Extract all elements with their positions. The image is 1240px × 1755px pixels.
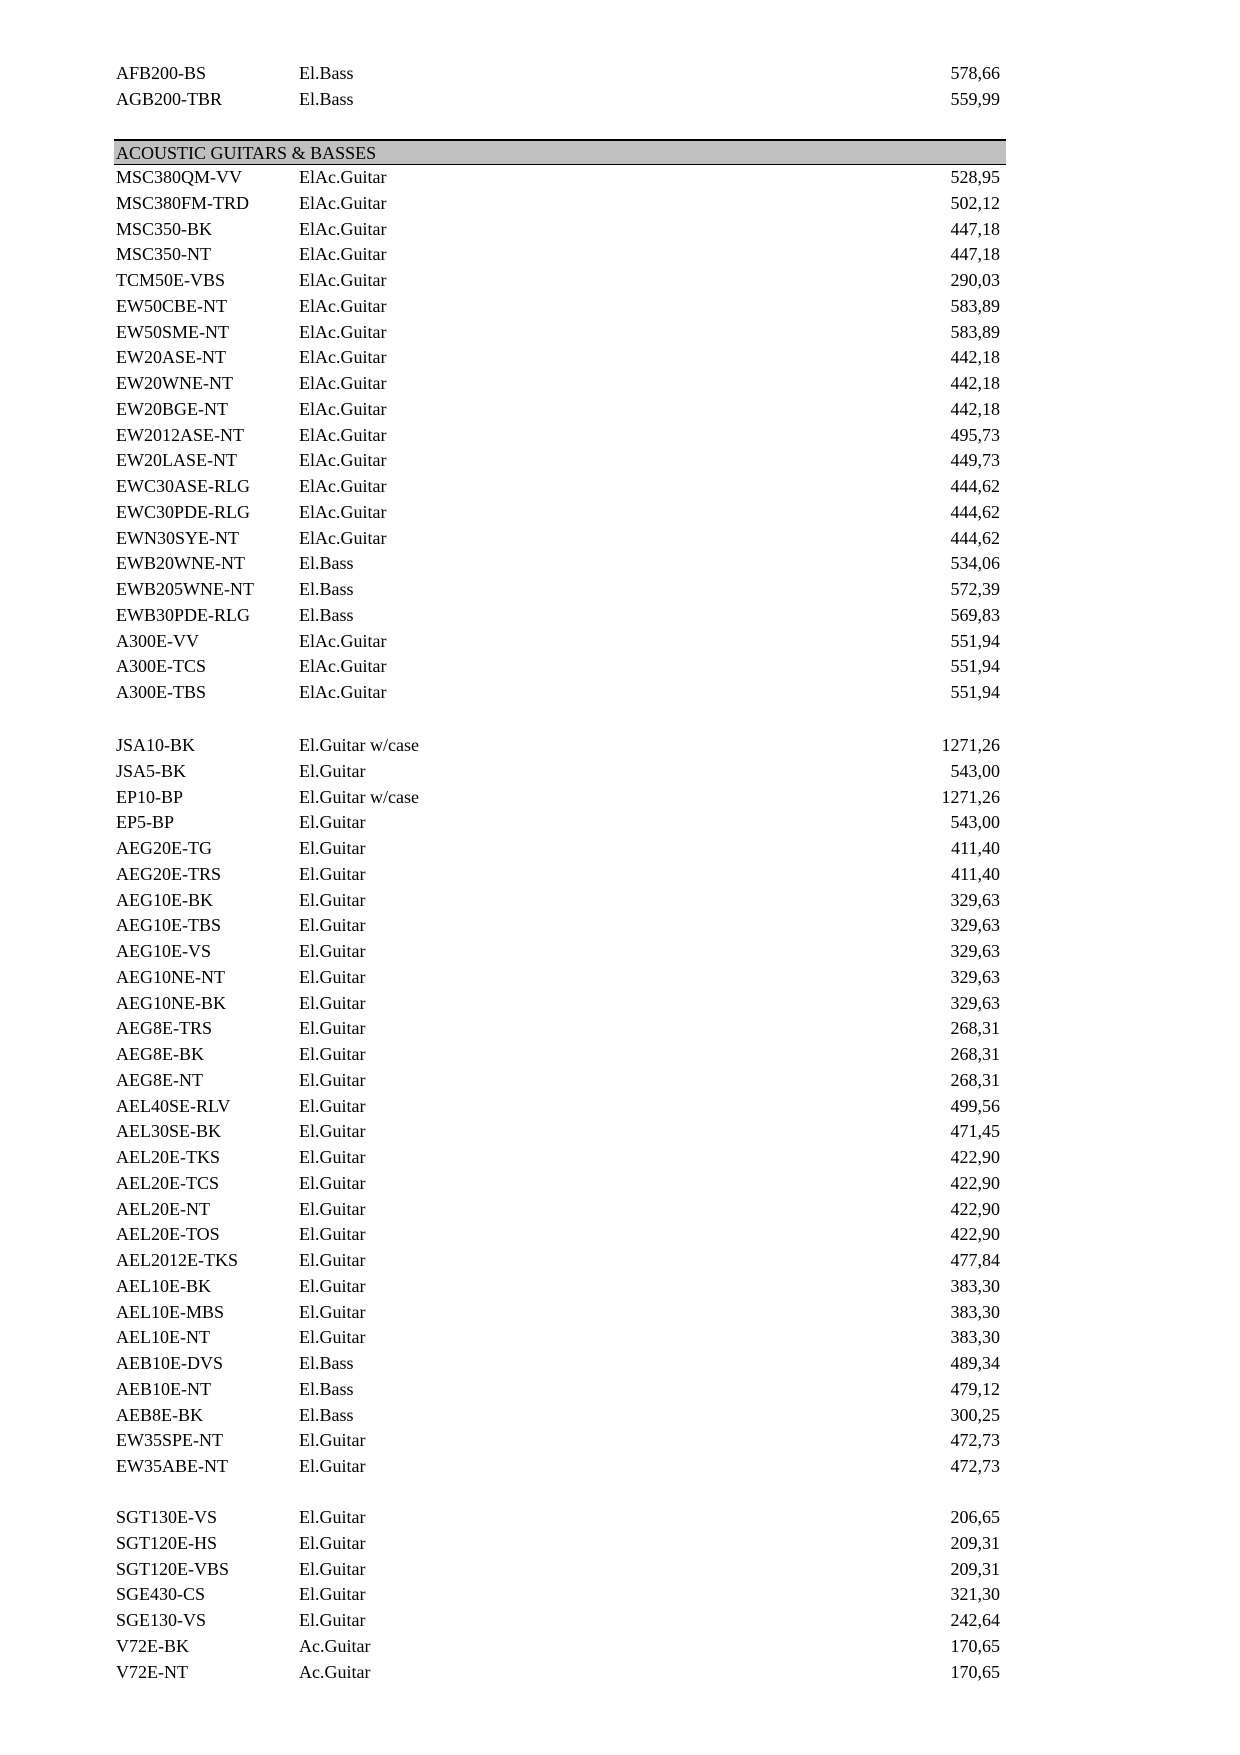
price-cell: 471,45 bbox=[950, 1121, 1000, 1142]
type-cell: El.Guitar bbox=[299, 1069, 366, 1090]
section-header-acoustic bbox=[114, 139, 1006, 165]
model-cell: AEL20E-TKS bbox=[116, 1147, 220, 1167]
price-cell: 329,63 bbox=[950, 992, 1000, 1013]
price-cell: 442,18 bbox=[950, 347, 1000, 368]
table-row bbox=[114, 888, 1006, 914]
table-row bbox=[114, 759, 1006, 785]
table-row bbox=[114, 294, 1006, 320]
model-cell: EP5-BP bbox=[116, 812, 175, 833]
type-cell: El.Guitar bbox=[299, 941, 366, 961]
table-row bbox=[114, 965, 1006, 991]
table-row bbox=[114, 1222, 1006, 1248]
type-cell: ElAc.Guitar bbox=[299, 192, 387, 213]
price-cell: 383,30 bbox=[950, 1327, 1000, 1348]
price-cell: 170,65 bbox=[950, 1661, 1000, 1682]
model-cell: AGB200-TBR bbox=[116, 88, 223, 109]
model-cell: AEB10E-NT bbox=[116, 1378, 211, 1399]
table-row bbox=[114, 1557, 1006, 1583]
price-cell: 472,73 bbox=[950, 1456, 1000, 1476]
price-cell: 442,18 bbox=[950, 398, 1000, 419]
model-cell: AEG10NE-BK bbox=[116, 992, 226, 1013]
type-cell: ElAc.Guitar bbox=[299, 347, 387, 368]
price-cell: 242,64 bbox=[950, 1610, 1000, 1630]
model-cell: EWC30ASE-RLG bbox=[116, 476, 250, 496]
price-cell: 572,39 bbox=[950, 579, 1000, 599]
type-cell: El.Bass bbox=[299, 579, 354, 599]
table-row bbox=[114, 680, 1006, 706]
model-cell: SGE430-CS bbox=[116, 1584, 206, 1605]
table-row bbox=[114, 1300, 1006, 1326]
price-cell: 543,00 bbox=[950, 812, 1000, 833]
table-row bbox=[114, 242, 1006, 268]
price-cell: 444,62 bbox=[950, 501, 1000, 522]
model-cell: AEG20E-TRS bbox=[116, 863, 221, 884]
model-cell: AEL10E-BK bbox=[116, 1275, 211, 1296]
table-row bbox=[114, 1403, 1006, 1429]
table-row bbox=[114, 836, 1006, 862]
type-cell: El.Guitar bbox=[299, 1172, 366, 1193]
price-cell: 422,90 bbox=[950, 1198, 1000, 1219]
model-cell: AEL20E-TOS bbox=[116, 1224, 220, 1245]
type-cell: ElAc.Guitar bbox=[299, 450, 387, 471]
model-cell: SGT120E-VBS bbox=[116, 1558, 230, 1579]
price-cell: 551,94 bbox=[950, 682, 1000, 702]
model-cell: AEB8E-BK bbox=[116, 1404, 203, 1425]
price-cell: 551,94 bbox=[950, 656, 1000, 677]
type-cell: El.Guitar bbox=[299, 1224, 366, 1245]
type-cell: ElAc.Guitar bbox=[299, 501, 387, 522]
price-cell: 300,25 bbox=[950, 1404, 1000, 1425]
table-row bbox=[114, 345, 1006, 371]
price-cell: 329,63 bbox=[950, 889, 1000, 910]
model-cell: AEG10E-BK bbox=[116, 889, 213, 910]
type-cell: ElAc.Guitar bbox=[299, 295, 387, 316]
bottom-price-list bbox=[114, 1505, 1006, 1685]
model-cell: EWB205WNE-NT bbox=[116, 579, 254, 599]
type-cell: El.Guitar bbox=[299, 1507, 366, 1527]
price-cell: 383,30 bbox=[950, 1301, 1000, 1322]
type-cell: ElAc.Guitar bbox=[299, 167, 387, 187]
type-cell: El.Guitar bbox=[299, 915, 366, 936]
price-cell: 479,12 bbox=[950, 1378, 1000, 1399]
table-row bbox=[114, 1119, 1006, 1145]
price-cell: 543,00 bbox=[950, 760, 1000, 781]
price-cell: 209,31 bbox=[950, 1558, 1000, 1579]
type-cell: El.Guitar bbox=[299, 1147, 366, 1167]
type-cell: El.Guitar bbox=[299, 1044, 366, 1064]
type-cell: El.Guitar bbox=[299, 1532, 366, 1553]
model-cell: AEG10E-VS bbox=[116, 941, 211, 961]
model-cell: A300E-TCS bbox=[116, 656, 206, 677]
type-cell: El.Guitar bbox=[299, 1610, 366, 1630]
model-cell: JSA5-BK bbox=[116, 760, 187, 781]
type-cell: El.Guitar bbox=[299, 966, 366, 987]
price-cell: 170,65 bbox=[950, 1635, 1000, 1656]
table-row bbox=[114, 87, 1006, 113]
type-cell: ElAc.Guitar bbox=[299, 682, 387, 702]
model-cell: EW20LASE-NT bbox=[116, 450, 237, 471]
price-cell: 444,62 bbox=[950, 527, 1000, 548]
table-row bbox=[114, 1454, 1006, 1480]
table-row bbox=[114, 1094, 1006, 1120]
type-cell: El.Guitar bbox=[299, 1558, 366, 1579]
table-row bbox=[114, 1274, 1006, 1300]
table-row bbox=[114, 603, 1006, 629]
price-cell: 329,63 bbox=[950, 941, 1000, 961]
price-cell: 472,73 bbox=[950, 1430, 1000, 1451]
model-cell: A300E-VV bbox=[116, 630, 199, 651]
model-cell: AEG8E-NT bbox=[116, 1069, 203, 1090]
model-cell: EW20BGE-NT bbox=[116, 398, 228, 419]
table-row bbox=[114, 862, 1006, 888]
table-row bbox=[114, 1325, 1006, 1351]
model-cell: AEL20E-NT bbox=[116, 1198, 210, 1219]
model-cell: SGE130-VS bbox=[116, 1610, 207, 1630]
table-row bbox=[114, 371, 1006, 397]
model-cell: EWN30SYE-NT bbox=[116, 527, 239, 548]
price-cell: 447,18 bbox=[950, 218, 1000, 239]
type-cell: Ac.Guitar bbox=[299, 1661, 371, 1682]
table-row bbox=[114, 629, 1006, 655]
model-cell: AEG10NE-NT bbox=[116, 966, 225, 987]
table-row bbox=[114, 1582, 1006, 1608]
model-cell: MSC350-BK bbox=[116, 218, 213, 239]
type-cell: El.Guitar bbox=[299, 1121, 366, 1142]
table-row bbox=[114, 165, 1006, 191]
type-cell: ElAc.Guitar bbox=[299, 244, 387, 265]
table-row bbox=[114, 1608, 1006, 1634]
price-cell: 422,90 bbox=[950, 1147, 1000, 1167]
type-cell: El.Guitar bbox=[299, 1198, 366, 1219]
type-cell: El.Bass bbox=[299, 63, 354, 83]
type-cell: ElAc.Guitar bbox=[299, 630, 387, 651]
type-cell: El.Guitar bbox=[299, 1456, 366, 1476]
price-cell: 489,34 bbox=[950, 1353, 1000, 1373]
price-cell: 422,90 bbox=[950, 1172, 1000, 1193]
table-row bbox=[114, 1197, 1006, 1223]
model-cell: EWB30PDE-RLG bbox=[116, 604, 250, 625]
type-cell: ElAc.Guitar bbox=[299, 424, 387, 445]
table-row bbox=[114, 191, 1006, 217]
table-row bbox=[114, 551, 1006, 577]
section-title: ACOUSTIC GUITARS & BASSES bbox=[116, 143, 377, 163]
table-row bbox=[114, 61, 1006, 87]
type-cell: ElAc.Guitar bbox=[299, 476, 387, 496]
table-row bbox=[114, 1016, 1006, 1042]
price-cell: 411,40 bbox=[951, 838, 1000, 858]
price-cell: 442,18 bbox=[950, 373, 1000, 393]
type-cell: El.Guitar bbox=[299, 863, 366, 884]
table-row bbox=[114, 1505, 1006, 1531]
table-row bbox=[114, 474, 1006, 500]
type-cell: El.Bass bbox=[299, 88, 354, 109]
type-cell: El.Guitar bbox=[299, 889, 366, 910]
model-cell: AEG10E-TBS bbox=[116, 915, 221, 936]
price-cell: 206,65 bbox=[950, 1507, 1000, 1527]
price-cell: 268,31 bbox=[950, 1069, 1000, 1090]
type-cell: El.Guitar bbox=[299, 838, 366, 858]
table-row bbox=[114, 1428, 1006, 1454]
price-cell: 329,63 bbox=[950, 915, 1000, 936]
type-cell: ElAc.Guitar bbox=[299, 321, 387, 342]
price-cell: 422,90 bbox=[950, 1224, 1000, 1245]
price-cell: 449,73 bbox=[950, 450, 1000, 471]
model-cell: EWC30PDE-RLG bbox=[116, 501, 250, 522]
price-cell: 502,12 bbox=[950, 192, 1000, 213]
model-cell: AFB200-BS bbox=[116, 63, 207, 83]
price-cell: 569,83 bbox=[950, 604, 1000, 625]
table-row bbox=[114, 733, 1006, 759]
price-cell: 383,30 bbox=[950, 1275, 1000, 1296]
price-cell: 411,40 bbox=[951, 863, 1000, 884]
type-cell: El.Guitar bbox=[299, 760, 366, 781]
type-cell: El.Bass bbox=[299, 1353, 354, 1373]
price-cell: 583,89 bbox=[950, 295, 1000, 316]
price-cell: 290,03 bbox=[950, 270, 1000, 290]
model-cell: AEB10E-DVS bbox=[116, 1353, 223, 1373]
table-row bbox=[114, 939, 1006, 965]
type-cell: El.Guitar bbox=[299, 1301, 366, 1322]
model-cell: A300E-TBS bbox=[116, 682, 206, 702]
model-cell: AEL10E-MBS bbox=[116, 1301, 224, 1322]
type-cell: El.Guitar bbox=[299, 992, 366, 1013]
table-row bbox=[114, 448, 1006, 474]
type-cell: El.Guitar bbox=[299, 1327, 366, 1348]
type-cell: El.Guitar bbox=[299, 1430, 366, 1451]
type-cell: El.Bass bbox=[299, 604, 354, 625]
type-cell: ElAc.Guitar bbox=[299, 398, 387, 419]
model-cell: EW35ABE-NT bbox=[116, 1456, 228, 1476]
price-cell: 477,84 bbox=[950, 1250, 1000, 1270]
model-cell: AEG8E-TRS bbox=[116, 1018, 212, 1039]
price-cell: 1271,26 bbox=[941, 786, 1000, 807]
price-cell: 534,06 bbox=[950, 553, 1000, 574]
model-cell: SGT120E-HS bbox=[116, 1532, 218, 1553]
table-row bbox=[114, 1660, 1006, 1686]
table-row bbox=[114, 397, 1006, 423]
type-cell: El.Guitar w/case bbox=[299, 786, 419, 807]
model-cell: MSC380FM-TRD bbox=[116, 192, 250, 213]
model-cell: MSC380QM-VV bbox=[116, 167, 243, 187]
type-cell: ElAc.Guitar bbox=[299, 218, 387, 239]
model-cell: V72E-BK bbox=[116, 1635, 189, 1656]
price-cell: 499,56 bbox=[950, 1095, 1000, 1116]
model-cell: AEG8E-BK bbox=[116, 1044, 204, 1064]
acoustic-price-list bbox=[114, 165, 1006, 706]
price-cell: 583,89 bbox=[950, 321, 1000, 342]
model-cell: EW50CBE-NT bbox=[116, 295, 227, 316]
type-cell: ElAc.Guitar bbox=[299, 527, 387, 548]
type-cell: El.Bass bbox=[299, 553, 354, 574]
model-cell: EW2012ASE-NT bbox=[116, 424, 244, 445]
price-cell: 444,62 bbox=[950, 476, 1000, 496]
price-cell: 551,94 bbox=[950, 630, 1000, 651]
price-cell: 495,73 bbox=[950, 424, 1000, 445]
table-row bbox=[114, 785, 1006, 811]
price-cell: 321,30 bbox=[950, 1584, 1000, 1605]
table-row bbox=[114, 526, 1006, 552]
table-row bbox=[114, 1068, 1006, 1094]
model-cell: AEL10E-NT bbox=[116, 1327, 210, 1348]
model-cell: AEL2012E-TKS bbox=[116, 1250, 238, 1270]
type-cell: El.Guitar w/case bbox=[299, 735, 419, 755]
type-cell: El.Guitar bbox=[299, 1095, 366, 1116]
type-cell: ElAc.Guitar bbox=[299, 373, 387, 393]
table-row bbox=[114, 1171, 1006, 1197]
table-row bbox=[114, 217, 1006, 243]
model-cell: EW20ASE-NT bbox=[116, 347, 226, 368]
table-row bbox=[114, 577, 1006, 603]
model-cell: EW35SPE-NT bbox=[116, 1430, 223, 1451]
model-cell: EWB20WNE-NT bbox=[116, 553, 245, 574]
type-cell: ElAc.Guitar bbox=[299, 656, 387, 677]
table-row bbox=[114, 913, 1006, 939]
table-row bbox=[114, 500, 1006, 526]
type-cell: El.Guitar bbox=[299, 812, 366, 833]
type-cell: El.Bass bbox=[299, 1404, 354, 1425]
price-cell: 329,63 bbox=[950, 966, 1000, 987]
model-cell: AEG20E-TG bbox=[116, 838, 212, 858]
table-row bbox=[114, 320, 1006, 346]
type-cell: ElAc.Guitar bbox=[299, 270, 387, 290]
model-cell: MSC350-NT bbox=[116, 244, 212, 265]
type-cell: El.Guitar bbox=[299, 1584, 366, 1605]
top-price-list bbox=[114, 61, 1006, 113]
type-cell: Ac.Guitar bbox=[299, 1635, 371, 1656]
table-row bbox=[114, 991, 1006, 1017]
model-cell: JSA10-BK bbox=[116, 735, 196, 755]
type-cell: El.Guitar bbox=[299, 1018, 366, 1039]
price-cell: 447,18 bbox=[950, 244, 1000, 265]
table-row bbox=[114, 268, 1006, 294]
model-cell: V72E-NT bbox=[116, 1661, 188, 1682]
price-cell: 559,99 bbox=[950, 88, 1000, 109]
table-row bbox=[114, 1634, 1006, 1660]
electric-price-list bbox=[114, 733, 1006, 1480]
model-cell: EW20WNE-NT bbox=[116, 373, 233, 393]
model-cell: EP10-BP bbox=[116, 786, 184, 807]
table-row bbox=[114, 1351, 1006, 1377]
table-row bbox=[114, 1248, 1006, 1274]
type-cell: El.Guitar bbox=[299, 1250, 366, 1270]
price-cell: 578,66 bbox=[950, 63, 1000, 83]
model-cell: AEL20E-TCS bbox=[116, 1172, 219, 1193]
model-cell: AEL30SE-BK bbox=[116, 1121, 221, 1142]
table-row bbox=[114, 810, 1006, 836]
table-row bbox=[114, 1145, 1006, 1171]
price-cell: 268,31 bbox=[950, 1018, 1000, 1039]
price-cell: 1271,26 bbox=[941, 735, 1000, 755]
type-cell: El.Bass bbox=[299, 1378, 354, 1399]
table-row bbox=[114, 423, 1006, 449]
price-cell: 268,31 bbox=[950, 1044, 1000, 1064]
table-row bbox=[114, 1377, 1006, 1403]
table-row bbox=[114, 1531, 1006, 1557]
table-row bbox=[114, 1042, 1006, 1068]
model-cell: AEL40SE-RLV bbox=[116, 1095, 231, 1116]
model-cell: TCM50E-VBS bbox=[116, 270, 226, 290]
table-row bbox=[114, 654, 1006, 680]
price-cell: 209,31 bbox=[950, 1532, 1000, 1553]
price-cell: 528,95 bbox=[950, 167, 1000, 187]
model-cell: EW50SME-NT bbox=[116, 321, 229, 342]
type-cell: El.Guitar bbox=[299, 1275, 366, 1296]
model-cell: SGT130E-VS bbox=[116, 1507, 218, 1527]
